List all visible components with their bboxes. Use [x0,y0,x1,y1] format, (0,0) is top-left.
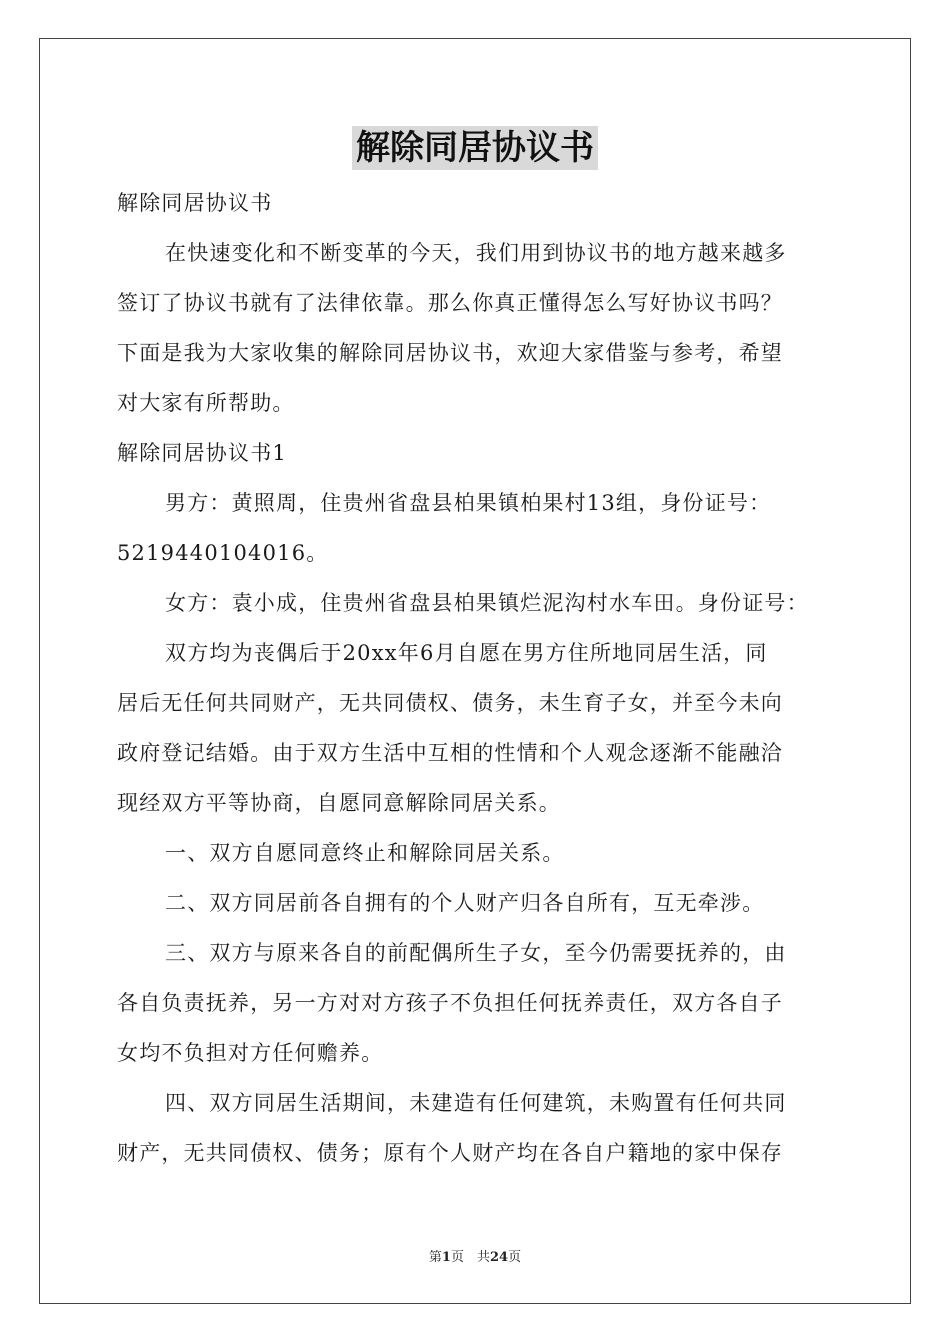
text-line: 下面是我为大家收集的解除同居协议书，欢迎大家借鉴与参考，希望 [117,341,783,365]
total-pages-number: 24 [489,1250,509,1265]
text-line: 双方均为丧偶后于20xx年6月自愿在男方住所地同居生活，同 [165,641,768,665]
footer-suffix: 页 [508,1250,522,1265]
title-container [0,126,950,170]
footer-prefix: 第 [428,1250,442,1265]
document-title: 解除同居协议书 [352,126,598,170]
text-line: 政府登记结婚。由于双方生活中互相的性情和个人观念逐渐不能融洽 [117,741,783,765]
document-body [117,178,837,1178]
text-line: 四、双方同居生活期间，未建造有任何建筑，未购置有任何共同 [165,1091,787,1115]
text-line: 男方：黄照周，住贵州省盘县柏果镇柏果村13组，身份证号： [165,491,772,515]
text-line: 对大家有所帮助。 [117,391,295,415]
text-line: 女均不负担对方任何赡养。 [117,1041,384,1065]
text-line: 签订了协议书就有了法律依靠。那么你真正懂得怎么写好协议书吗？ [117,291,783,315]
text-line: 现经双方平等协商，自愿同意解除同居关系。 [117,791,561,815]
page-footer [0,1246,950,1265]
text-line: 二、双方同居前各自拥有的个人财产归各自所有，互无牵涉。 [165,891,765,915]
text-line: 解除同居协议书1 [117,441,287,465]
footer-middle: 页 共 [450,1250,490,1265]
current-page-number: 1 [441,1250,451,1265]
text-line: 女方：袁小成，住贵州省盘县柏果镇烂泥沟村水车田。身份证号： [165,591,809,615]
text-line: 居后无任何共同财产，无共同债权、债务，未生育子女，并至今未向 [117,691,783,715]
text-line: 三、双方与原来各自的前配偶所生子女，至今仍需要抚养的，由 [165,941,787,965]
text-line: 解除同居协议书 [117,191,273,215]
text-line: 一、双方自愿同意终止和解除同居关系。 [165,841,565,865]
text-line: 各自负责抚养，另一方对对方孩子不负担任何抚养责任，双方各自子 [117,991,783,1015]
text-line: 在快速变化和不断变革的今天，我们用到协议书的地方越来越多 [165,241,787,265]
text-line: 财产，无共同债权、债务；原有个人财产均在各自户籍地的家中保存 [117,1141,783,1165]
text-line: 5219440104016。 [117,541,329,565]
